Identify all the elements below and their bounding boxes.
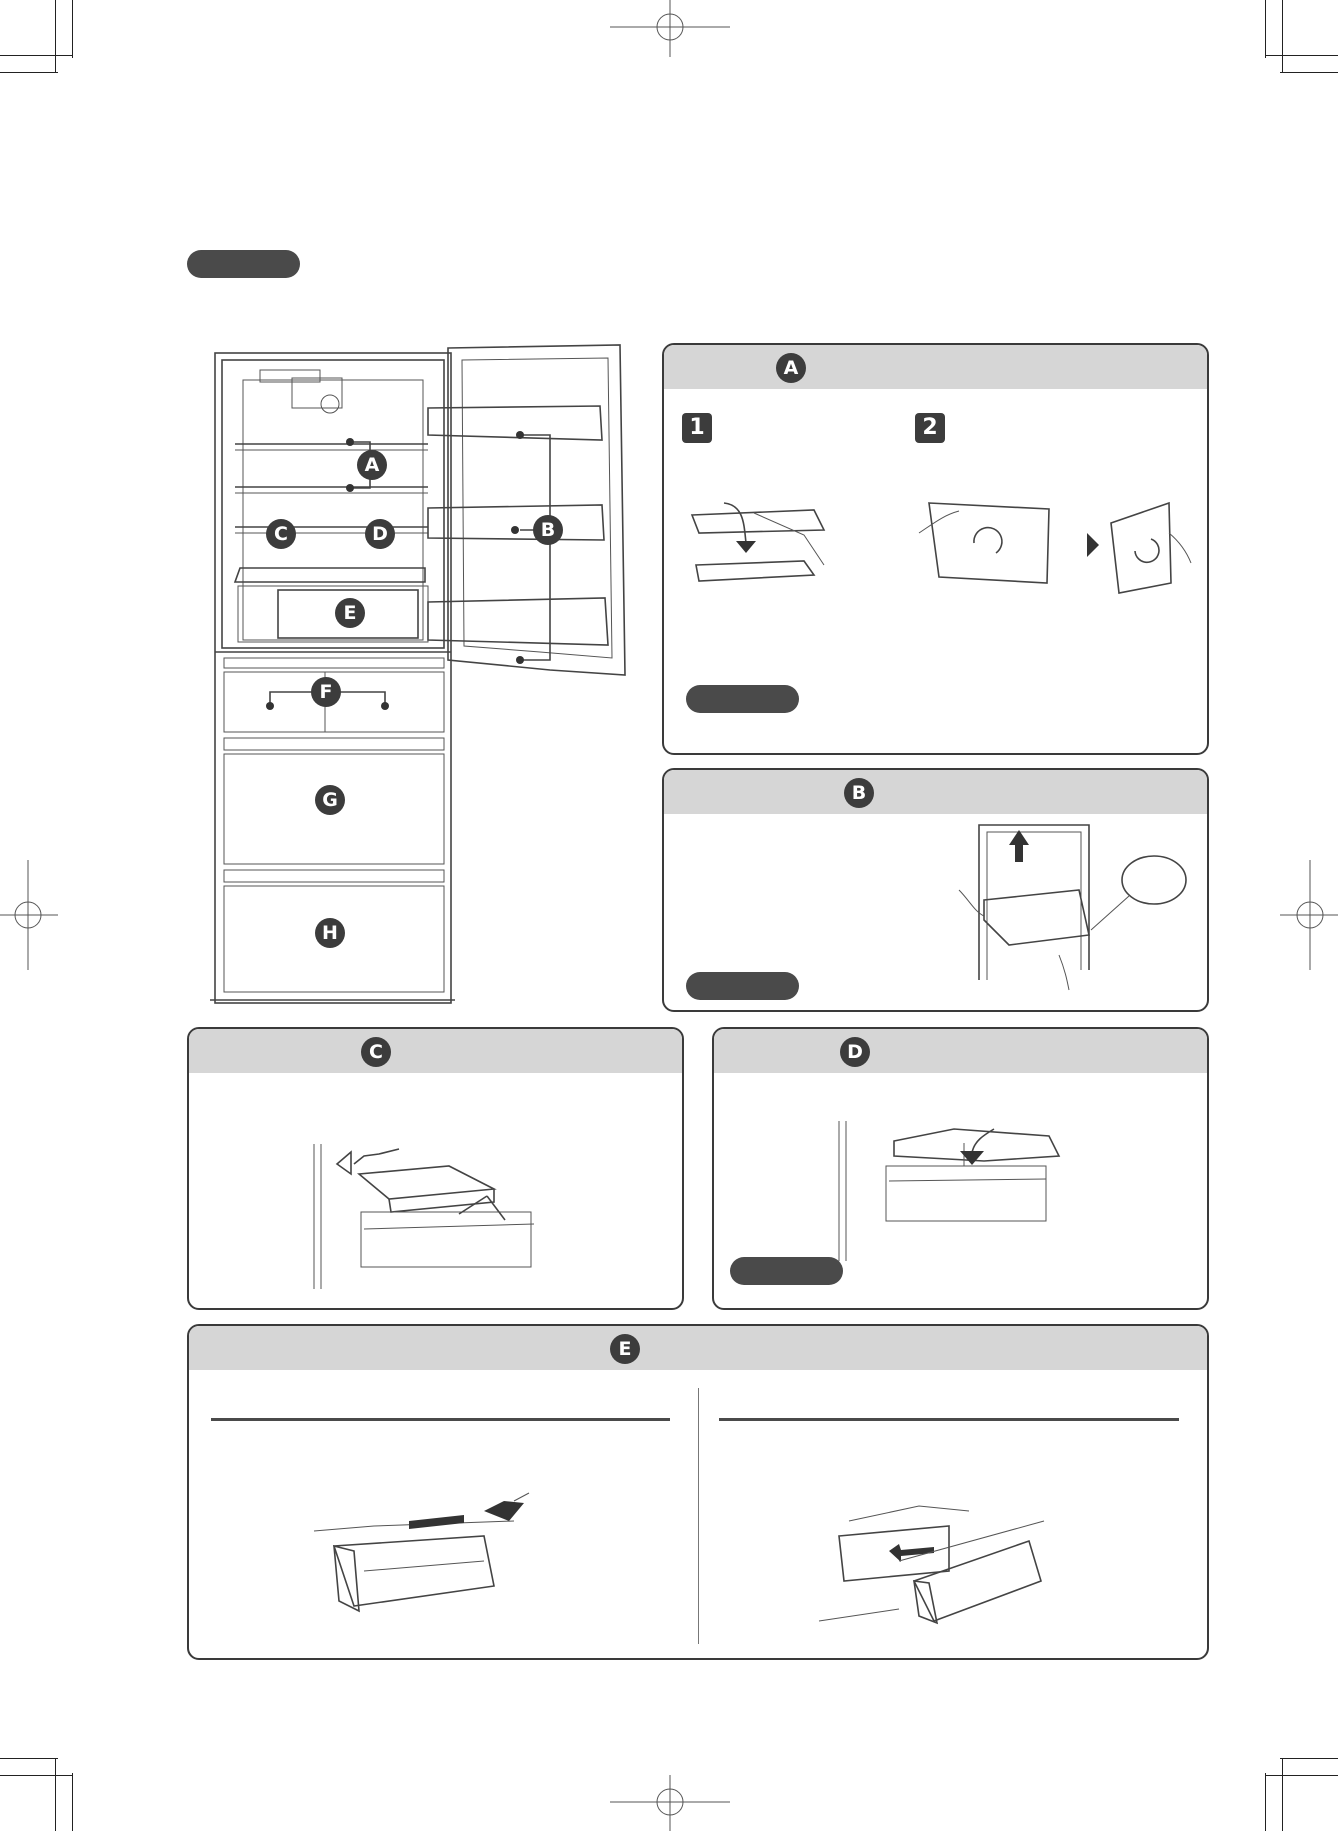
panel-e [187, 1324, 1209, 1660]
shelf-flip-illustration [919, 493, 1199, 603]
panel-d-header [714, 1029, 1207, 1073]
badge-c: C [266, 519, 296, 549]
panel-e-divider [698, 1388, 699, 1644]
step-2-icon: 2 [915, 413, 945, 443]
section-title-pill [187, 250, 300, 278]
shelf-removal-illustration [684, 495, 844, 595]
crisper-insert-illustration [819, 1501, 1099, 1641]
shelf-d-insert-illustration [834, 1121, 1104, 1271]
registration-mark-top [610, 0, 730, 60]
shelf-c-removal-illustration [309, 1144, 579, 1294]
registration-mark-left [0, 860, 60, 970]
badge-h: H [315, 918, 345, 948]
panel-c-badge: C [361, 1037, 391, 1067]
step-1-icon: 1 [682, 413, 712, 443]
door-pocket-removal-illustration [939, 820, 1199, 1010]
panel-a-header [664, 345, 1207, 389]
badge-a: A [357, 450, 387, 480]
panel-b-header [664, 770, 1207, 814]
badge-d: D [365, 519, 395, 549]
badge-f: F [311, 677, 341, 707]
panel-c [187, 1027, 684, 1310]
panel-b [662, 768, 1209, 1012]
registration-mark-right [1280, 860, 1338, 970]
registration-mark-bottom [610, 1775, 730, 1831]
panel-d-badge: D [840, 1037, 870, 1067]
panel-e-badge: E [610, 1334, 640, 1364]
panel-b-note-pill [686, 972, 799, 1000]
refrigerator-illustration [210, 340, 630, 1010]
panel-c-header [189, 1029, 682, 1073]
badge-g: G [315, 785, 345, 815]
panel-b-badge: B [844, 778, 874, 808]
panel-a-note-pill [686, 685, 799, 713]
panel-a [662, 343, 1209, 755]
badge-e: E [335, 598, 365, 628]
panel-e-right-rule [719, 1418, 1179, 1421]
panel-a-badge: A [776, 353, 806, 383]
panel-e-left-rule [211, 1418, 670, 1421]
panel-d-note-pill [730, 1257, 843, 1285]
badge-b: B [533, 515, 563, 545]
crisper-removal-illustration [314, 1491, 574, 1631]
panel-e-header [189, 1326, 1207, 1370]
panel-d [712, 1027, 1209, 1310]
